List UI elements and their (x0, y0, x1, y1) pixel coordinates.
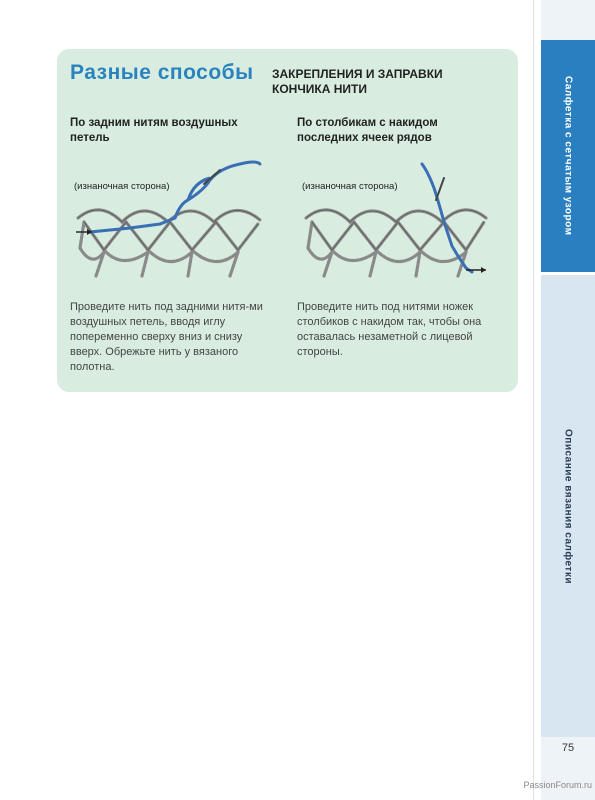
sidebar-tab-inactive-label: Описание вязания салфетки (562, 428, 574, 584)
left-method-text: Проведите нить под задними нитя-ми воздушных петель, вводя иглу попеременно сверху вниз и снизу вверх. Обрежьте нить у вязаного полотна. (70, 301, 263, 373)
page-edge (533, 0, 534, 800)
right-method-text: Проведите нить под нитями ножек столбиков с накидом так, чтобы она оставалась незаметной с лицевой стороны. (297, 301, 482, 358)
panel-subtitle: ЗАКРЕПЛЕНИЯ И ЗАПРАВКИ КОНЧИКА НИТИ (272, 67, 443, 96)
left-method-heading: По задним нитям воздушных петель (70, 117, 238, 144)
page-number: 75 (561, 742, 575, 754)
left-mesh-diagram (70, 160, 275, 285)
right-method-heading: По столбикам с накидом последних ячеек рядов (297, 117, 438, 144)
watermark: PassionForum.ru (523, 780, 592, 790)
panel-title: Разные способы (70, 61, 254, 84)
sidebar-tab-active-label: Салфетка с сетчатым узором (562, 76, 574, 236)
sidebar-tab-active[interactable] (541, 40, 595, 275)
right-side-label: (изнаночная сторона) (302, 181, 398, 192)
right-mesh-diagram (296, 160, 501, 285)
sidebar-tab-inactive[interactable] (541, 275, 595, 737)
left-side-label: (изнаночная сторона) (74, 181, 170, 192)
sidebar-background-top (541, 0, 595, 40)
